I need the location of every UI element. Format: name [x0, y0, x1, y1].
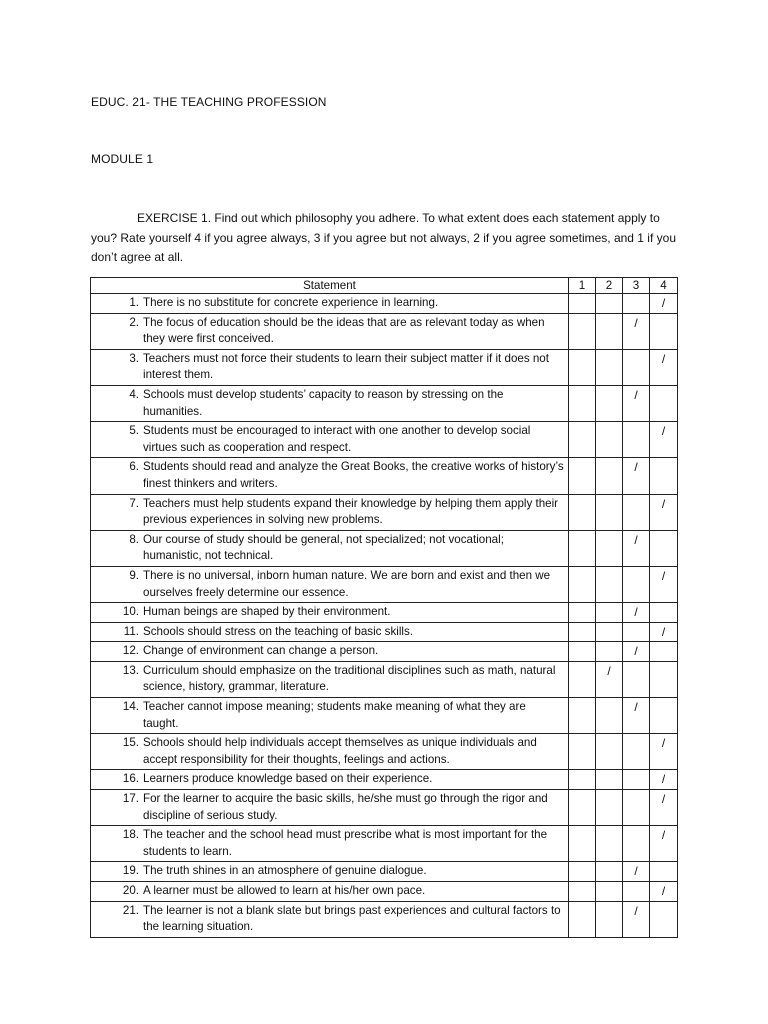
- rating-mark: /: [661, 828, 666, 843]
- rating-cell-4: [650, 458, 678, 494]
- course-title: EDUC. 21- THE TEACHING PROFESSION: [91, 95, 327, 109]
- statement-text: Students should read and analyze the Great Books, the creative works of history’s finest thinkers and writers.: [143, 460, 564, 490]
- rating-cell-1: [569, 530, 596, 566]
- statement-number: 19.: [122, 864, 139, 878]
- rating-mark: /: [607, 663, 611, 678]
- rating-cell-4: [650, 901, 678, 937]
- statement-cell: [91, 349, 569, 385]
- rating-cell-3: [623, 642, 650, 662]
- rating-mark: /: [661, 296, 666, 310]
- statement-cell: [91, 422, 569, 458]
- rating-cell-4: [650, 826, 678, 862]
- rating-cell-1: [569, 734, 596, 770]
- table-row: [91, 458, 678, 494]
- statement-number: 7.: [129, 496, 139, 510]
- rating-cell-3: [623, 661, 650, 697]
- table-row: [91, 790, 678, 826]
- rating-cell-1: [569, 826, 596, 862]
- rating-cell-3: [623, 622, 650, 642]
- statement-text: Teachers must not force their students to learn their subject matter if it does not interest them.: [143, 351, 549, 382]
- table-row: [91, 901, 678, 937]
- statement-text: Students must be encouraged to interact with one another to develop social virtues such as cooperation and respect.: [143, 424, 531, 454]
- rating-cell-2: [596, 530, 623, 566]
- table-row: [91, 313, 678, 349]
- rating-cell-1: [569, 349, 596, 385]
- rating-mark: /: [661, 424, 666, 439]
- rating-cell-4: [650, 862, 678, 882]
- statement-number: 3.: [129, 351, 139, 365]
- rating-cell-1: [569, 882, 596, 902]
- rating-mark: /: [661, 351, 666, 366]
- rating-cell-2: [596, 734, 623, 770]
- rating-cell-3: [623, 494, 650, 530]
- statement-number: 8.: [129, 532, 139, 546]
- rating-cell-3: [623, 826, 650, 862]
- statement-text: There is no substitute for concrete experience in learning.: [143, 296, 439, 309]
- rating-cell-2: [596, 458, 623, 494]
- rating-cell-1: [569, 566, 596, 602]
- table-row: [91, 349, 678, 385]
- rating-cell-3: [623, 566, 650, 602]
- statement-number: 1.: [129, 296, 139, 309]
- rating-mark: /: [634, 387, 638, 402]
- table-header-row: [91, 278, 678, 294]
- rating-cell-4: [650, 882, 678, 902]
- statement-number: 20.: [122, 884, 139, 897]
- statement-cell: [91, 862, 569, 882]
- rating-cell-3: [623, 882, 650, 902]
- header-rating-2: 2: [596, 278, 623, 294]
- rating-cell-4: [650, 349, 678, 385]
- statement-number: 2.: [129, 315, 139, 329]
- statement-number: 14.: [122, 700, 139, 714]
- statement-text: For the learner to acquire the basic skills, he/she must go through the rigor and discipline of serious study.: [143, 792, 548, 822]
- rating-cell-1: [569, 603, 596, 623]
- statement-cell: [91, 642, 569, 662]
- rating-cell-4: [650, 530, 678, 566]
- statement-cell: [91, 770, 569, 790]
- statement-number: 21.: [122, 903, 139, 917]
- statement-cell: [91, 566, 569, 602]
- rating-cell-4: [650, 770, 678, 790]
- rating-cell-4: [650, 422, 678, 458]
- rating-mark: /: [634, 460, 638, 475]
- rating-cell-3: [623, 603, 650, 623]
- statement-cell: [91, 826, 569, 862]
- rating-cell-1: [569, 790, 596, 826]
- rating-cell-4: [650, 603, 678, 623]
- table-row: [91, 862, 678, 882]
- table-row: [91, 642, 678, 662]
- rating-cell-2: [596, 349, 623, 385]
- rating-cell-4: [650, 790, 678, 826]
- rating-cell-1: [569, 901, 596, 937]
- statement-number: 4.: [129, 387, 139, 401]
- rating-table: [90, 277, 678, 938]
- exercise-instructions: [91, 209, 681, 268]
- table-row: [91, 734, 678, 770]
- header-rating-4: 4: [650, 278, 678, 294]
- rating-cell-1: [569, 313, 596, 349]
- statement-number: 18.: [122, 828, 139, 842]
- statement-cell: [91, 385, 569, 421]
- rating-cell-3: [623, 294, 650, 314]
- statement-number: 6.: [129, 460, 139, 474]
- table-row: [91, 826, 678, 862]
- statement-number: 13.: [122, 663, 139, 677]
- rating-cell-3: [623, 770, 650, 790]
- statement-text: Our course of study should be general, not specialized; not vocational; humanistic, not technical.: [143, 532, 504, 563]
- rating-cell-2: [596, 494, 623, 530]
- statement-number: 9.: [129, 568, 139, 582]
- rating-mark: /: [661, 792, 666, 807]
- rating-mark: /: [634, 532, 638, 547]
- table-row: [91, 882, 678, 902]
- rating-cell-3: [623, 530, 650, 566]
- module-title: MODULE 1: [91, 152, 154, 166]
- rating-cell-3: [623, 458, 650, 494]
- statement-text: The truth shines in an atmosphere of genuine dialogue.: [143, 864, 427, 878]
- rating-cell-2: [596, 826, 623, 862]
- table-row: [91, 603, 678, 623]
- rating-cell-3: [623, 349, 650, 385]
- rating-cell-4: [650, 294, 678, 314]
- table-row: [91, 622, 678, 642]
- rating-mark: /: [661, 496, 666, 511]
- rating-mark: /: [634, 864, 638, 879]
- rating-cell-2: [596, 385, 623, 421]
- rating-cell-2: [596, 698, 623, 734]
- rating-cell-2: [596, 770, 623, 790]
- statement-text: There is no universal, inborn human nature. We are born and exist and then we ourselves freely determine our essence.: [143, 568, 551, 599]
- rating-cell-1: [569, 770, 596, 790]
- rating-cell-3: [623, 422, 650, 458]
- table-row: [91, 422, 678, 458]
- rating-cell-2: [596, 622, 623, 642]
- rating-cell-3: [623, 734, 650, 770]
- statement-cell: [91, 698, 569, 734]
- statement-text: Schools should stress on the teaching of basic skills.: [143, 624, 414, 638]
- rating-cell-4: [650, 642, 678, 662]
- rating-cell-2: [596, 566, 623, 602]
- statement-cell: [91, 882, 569, 902]
- rating-mark: /: [661, 624, 666, 639]
- statement-number: 15.: [122, 736, 139, 750]
- table-row: [91, 530, 678, 566]
- rating-cell-1: [569, 698, 596, 734]
- header-rating-3: 3: [623, 278, 650, 294]
- rating-mark: /: [634, 644, 638, 659]
- rating-cell-3: [623, 790, 650, 826]
- table-row: [91, 385, 678, 421]
- rating-cell-4: [650, 734, 678, 770]
- rating-cell-4: [650, 698, 678, 734]
- rating-cell-3: [623, 901, 650, 937]
- rating-cell-4: [650, 661, 678, 697]
- rating-cell-3: [623, 385, 650, 421]
- rating-cell-1: [569, 661, 596, 697]
- rating-mark: /: [661, 884, 666, 898]
- rating-cell-4: [650, 494, 678, 530]
- statement-cell: [91, 603, 569, 623]
- rating-mark: /: [661, 736, 666, 751]
- table-row: [91, 294, 678, 314]
- rating-mark: /: [634, 605, 638, 620]
- statement-cell: [91, 313, 569, 349]
- rating-mark: /: [634, 903, 638, 918]
- rating-cell-2: [596, 294, 623, 314]
- statement-text: Teacher cannot impose meaning; students make meaning of what they are taught.: [143, 700, 526, 730]
- rating-mark: /: [634, 700, 638, 715]
- rating-mark: /: [634, 315, 638, 330]
- statement-number: 10.: [122, 605, 139, 619]
- statement-cell: [91, 901, 569, 937]
- statement-text: The focus of education should be the ideas that are as relevant today as when they were first conceived.: [143, 315, 545, 346]
- statement-text: Teachers must help students expand their knowledge by helping them apply their previous experiences in solving new problems.: [143, 496, 559, 527]
- rating-cell-1: [569, 385, 596, 421]
- statement-number: 12.: [122, 644, 139, 658]
- table-row: [91, 494, 678, 530]
- table-row: [91, 661, 678, 697]
- statement-number: 5.: [129, 424, 139, 438]
- rating-cell-1: [569, 458, 596, 494]
- rating-cell-1: [569, 642, 596, 662]
- rating-cell-1: [569, 494, 596, 530]
- rating-cell-3: [623, 313, 650, 349]
- header-statement: Statement: [91, 278, 569, 294]
- statement-text: Schools should help individuals accept themselves as unique individuals and accept responsibility for their thoughts, feelings and actions.: [143, 736, 537, 766]
- statement-cell: [91, 661, 569, 697]
- table-body: [91, 294, 678, 938]
- statement-number: 11.: [123, 624, 139, 638]
- statement-text: Human beings are shaped by their environment.: [143, 605, 391, 619]
- rating-cell-3: [623, 862, 650, 882]
- rating-cell-3: [623, 698, 650, 734]
- header-rating-1: 1: [569, 278, 596, 294]
- rating-cell-1: [569, 294, 596, 314]
- rating-cell-2: [596, 790, 623, 826]
- rating-cell-4: [650, 385, 678, 421]
- rating-cell-2: [596, 603, 623, 623]
- rating-cell-1: [569, 422, 596, 458]
- rating-cell-2: [596, 901, 623, 937]
- statement-text: Change of environment can change a person.: [143, 644, 379, 658]
- statement-text: Curriculum should emphasize on the traditional disciplines such as math, natural science, history, grammar, literature.: [143, 663, 556, 694]
- rating-cell-2: [596, 862, 623, 882]
- rating-cell-1: [569, 862, 596, 882]
- instructions-text: EXERCISE 1. Find out which philosophy you adhere. To what extent does each statement apply to you? Rate yourself 4 if you agree always, 3 if you agree but not always, 2 if you agree sometimes, and 1 if you don’t agree at all.: [91, 211, 676, 264]
- statement-cell: [91, 734, 569, 770]
- rating-mark: /: [661, 772, 666, 787]
- statement-text: Schools must develop students’ capacity to reason by stressing on the humanities.: [143, 387, 504, 418]
- rating-cell-2: [596, 313, 623, 349]
- table-row: [91, 770, 678, 790]
- rating-cell-4: [650, 622, 678, 642]
- statement-text: A learner must be allowed to learn at his/her own pace.: [143, 884, 426, 897]
- rating-cell-2: [596, 661, 623, 697]
- statement-cell: [91, 294, 569, 314]
- rating-cell-4: [650, 313, 678, 349]
- rating-cell-2: [596, 422, 623, 458]
- rating-cell-2: [596, 882, 623, 902]
- rating-cell-4: [650, 566, 678, 602]
- rating-mark: /: [661, 568, 666, 583]
- table-row: [91, 698, 678, 734]
- statement-cell: [91, 530, 569, 566]
- statement-cell: [91, 458, 569, 494]
- statement-text: The teacher and the school head must prescribe what is most important for the students to learn.: [143, 828, 548, 858]
- statement-cell: [91, 494, 569, 530]
- table-row: [91, 566, 678, 602]
- statement-text: The learner is not a blank slate but brings past experiences and cultural factors to the learning situation.: [143, 903, 561, 934]
- statement-text: Learners produce knowledge based on their experience.: [143, 772, 433, 786]
- statement-number: 17.: [122, 792, 139, 806]
- statement-cell: [91, 622, 569, 642]
- rating-cell-2: [596, 642, 623, 662]
- rating-cell-1: [569, 622, 596, 642]
- statement-cell: [91, 790, 569, 826]
- statement-number: 16.: [122, 772, 139, 786]
